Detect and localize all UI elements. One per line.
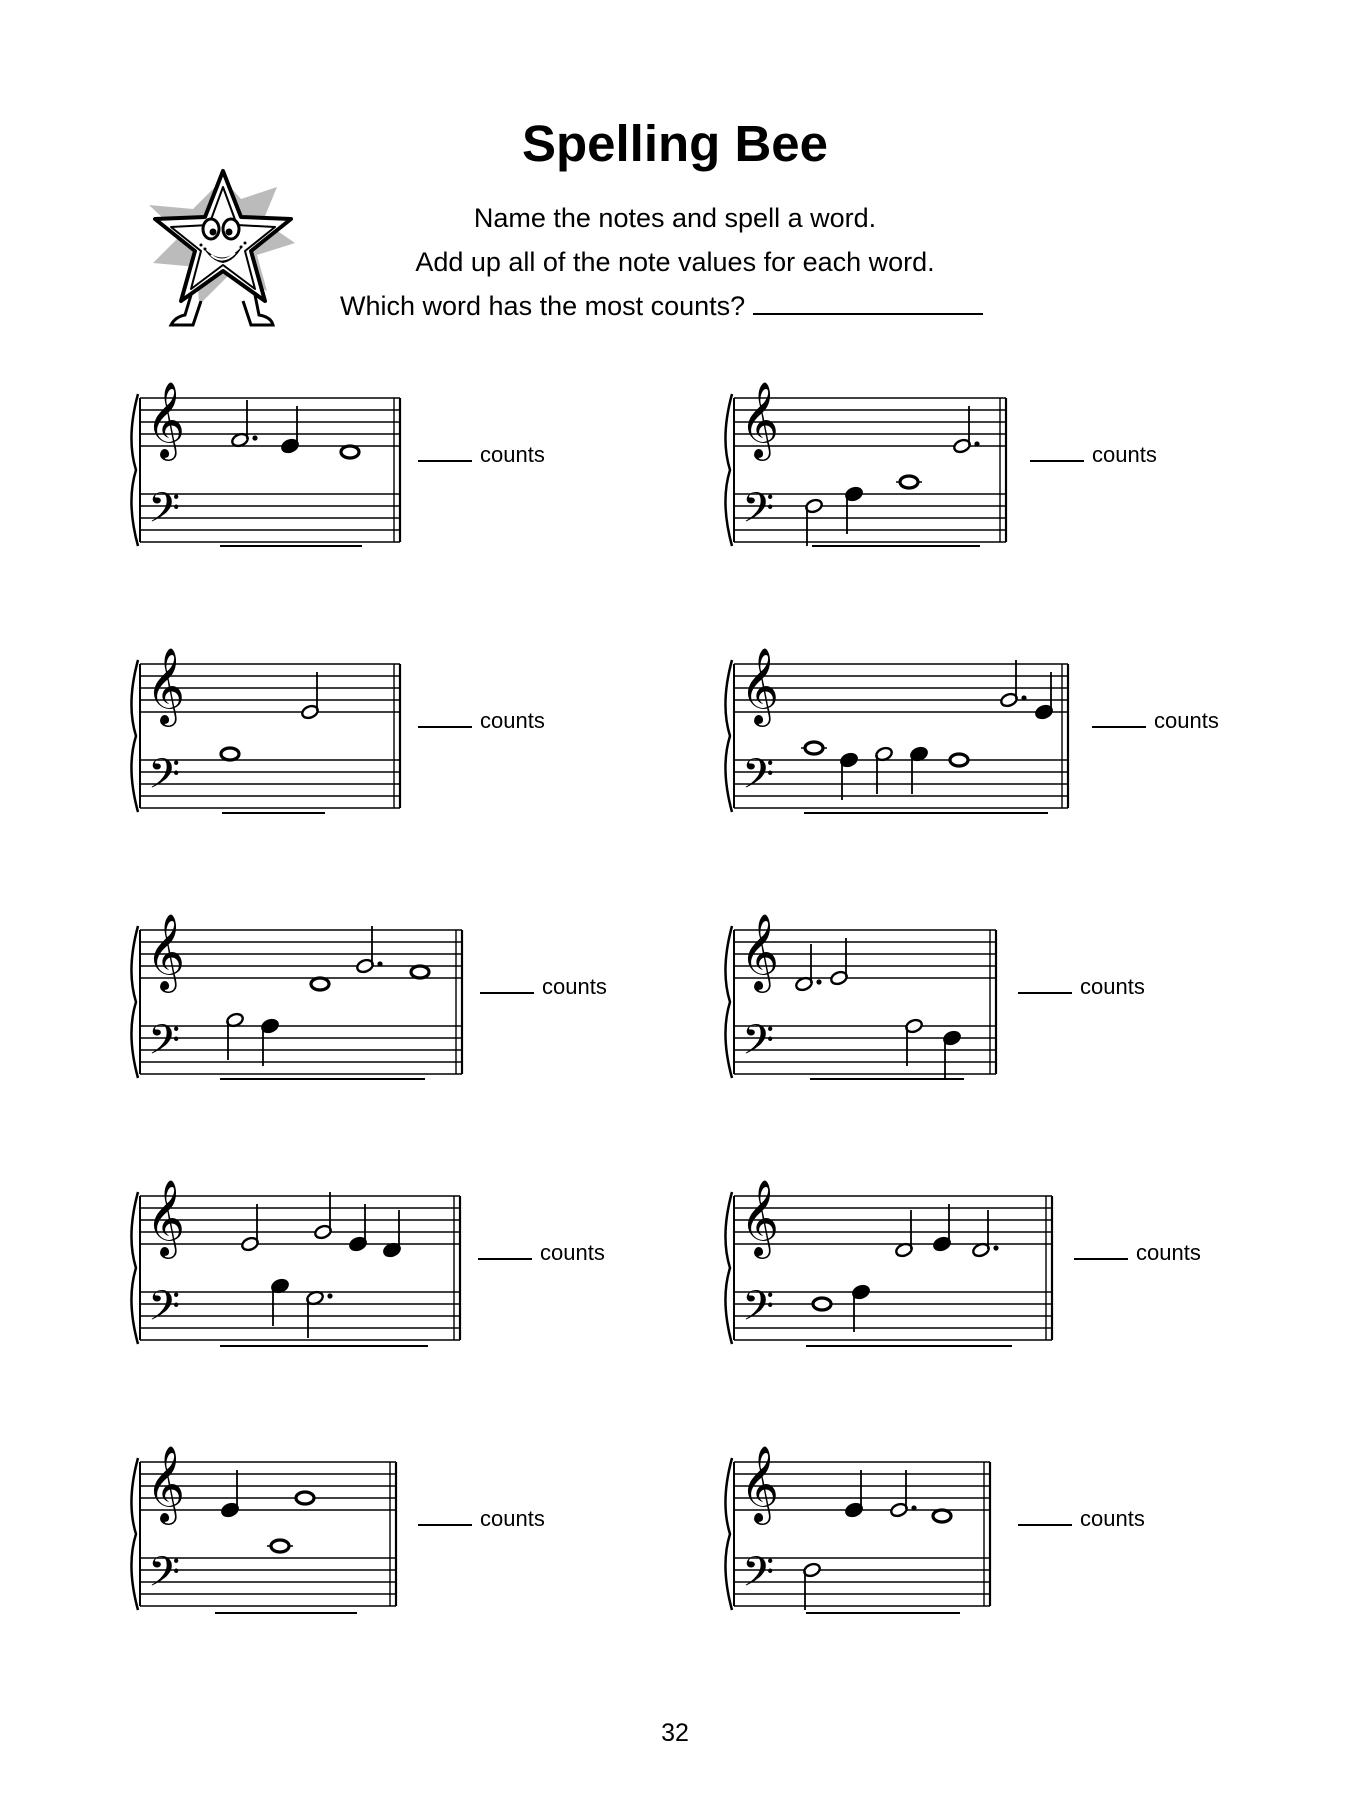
bass-clef-icon: 𝄢 bbox=[742, 750, 775, 808]
counts-answer[interactable] bbox=[418, 708, 545, 734]
counts-blank[interactable] bbox=[480, 974, 534, 994]
staff-brace bbox=[131, 660, 138, 812]
note-quarter bbox=[271, 1278, 290, 1326]
note-quarter bbox=[261, 1018, 280, 1066]
page-title: Spelling Bee bbox=[521, 115, 829, 172]
instruction-add-values: Add up all of the note values for each word. bbox=[415, 247, 935, 277]
word-answer-line[interactable] bbox=[220, 545, 362, 547]
note-whole bbox=[801, 742, 827, 754]
note-quarter bbox=[910, 746, 929, 794]
counts-blank[interactable] bbox=[478, 1240, 532, 1260]
bass-clef-icon: 𝄢 bbox=[148, 484, 181, 542]
page-number: 32 bbox=[661, 1719, 689, 1747]
counts-text: counts bbox=[1080, 974, 1145, 999]
note-half bbox=[895, 1210, 914, 1258]
treble-clef-icon: 𝄞 bbox=[146, 1445, 186, 1522]
instruction-most-counts bbox=[340, 290, 983, 322]
counts-answer[interactable] bbox=[1074, 1240, 1201, 1266]
staff-brace bbox=[131, 1192, 138, 1344]
note-dotted-half bbox=[795, 944, 822, 992]
grand-staff bbox=[714, 373, 1006, 543]
treble-clef-icon: 𝄞 bbox=[146, 647, 186, 724]
note-quarter bbox=[1035, 672, 1054, 720]
bass-clef-icon: 𝄢 bbox=[148, 1282, 181, 1340]
most-counts-answer-line[interactable] bbox=[753, 291, 983, 315]
note-half bbox=[301, 672, 320, 720]
word-answer-line[interactable] bbox=[222, 812, 325, 814]
note-dotted-half bbox=[1000, 660, 1027, 708]
counts-blank[interactable] bbox=[1018, 1506, 1072, 1526]
grand-staff bbox=[120, 1437, 396, 1607]
counts-text: counts bbox=[540, 1240, 605, 1265]
bass-clef-icon: 𝄢 bbox=[742, 1548, 775, 1606]
note-quarter bbox=[933, 1204, 952, 1252]
counts-answer[interactable] bbox=[418, 1506, 545, 1532]
counts-blank[interactable] bbox=[418, 442, 472, 462]
instruction-name-notes: Name the notes and spell a word. bbox=[473, 203, 877, 233]
grand-staff bbox=[714, 905, 996, 1075]
word-answer-line[interactable] bbox=[220, 1078, 425, 1080]
note-dotted-half bbox=[356, 926, 383, 974]
counts-answer[interactable] bbox=[1018, 974, 1145, 1000]
counts-blank[interactable] bbox=[1074, 1240, 1128, 1260]
staff-brace bbox=[131, 1458, 138, 1610]
bass-clef-icon: 𝄢 bbox=[148, 750, 181, 808]
note-whole bbox=[411, 966, 429, 978]
treble-clef-icon: 𝄞 bbox=[146, 1179, 186, 1256]
counts-answer[interactable] bbox=[1092, 708, 1219, 734]
grand-staff bbox=[714, 1171, 1052, 1341]
counts-text: counts bbox=[1154, 708, 1219, 733]
word-answer-line[interactable] bbox=[806, 1612, 960, 1614]
word-answer-line[interactable] bbox=[812, 545, 980, 547]
counts-blank[interactable] bbox=[1092, 708, 1146, 728]
note-dotted-half bbox=[231, 400, 258, 448]
counts-text: counts bbox=[1136, 1240, 1201, 1265]
word-answer-line[interactable] bbox=[804, 812, 1048, 814]
note-quarter bbox=[349, 1204, 368, 1252]
bass-clef-icon: 𝄢 bbox=[742, 1016, 775, 1074]
treble-clef-icon: 𝄞 bbox=[740, 647, 780, 724]
counts-answer[interactable] bbox=[478, 1240, 605, 1266]
staff-brace bbox=[131, 926, 138, 1078]
word-answer-line[interactable] bbox=[806, 1345, 1012, 1347]
grand-staff bbox=[120, 905, 462, 1075]
word-answer-line[interactable] bbox=[215, 1612, 357, 1614]
grand-staff bbox=[120, 639, 400, 809]
word-answer-line[interactable] bbox=[220, 1345, 428, 1347]
note-half bbox=[226, 1012, 245, 1060]
note-quarter bbox=[383, 1210, 402, 1258]
counts-answer[interactable] bbox=[1018, 1506, 1145, 1532]
note-half bbox=[805, 498, 824, 546]
bass-clef-icon: 𝄢 bbox=[742, 484, 775, 542]
staff-brace bbox=[725, 1458, 732, 1610]
counts-blank[interactable] bbox=[1018, 974, 1072, 994]
grand-staff bbox=[714, 1437, 990, 1607]
counts-text: counts bbox=[1080, 1506, 1145, 1531]
note-quarter bbox=[852, 1284, 871, 1332]
treble-clef-icon: 𝄞 bbox=[146, 381, 186, 458]
counts-blank[interactable] bbox=[418, 708, 472, 728]
treble-clef-icon: 𝄞 bbox=[740, 913, 780, 990]
grand-staff bbox=[714, 639, 1068, 809]
treble-clef-icon: 𝄞 bbox=[740, 1179, 780, 1256]
treble-clef-icon: 𝄞 bbox=[146, 913, 186, 990]
note-quarter bbox=[943, 1030, 962, 1078]
note-whole bbox=[296, 1492, 314, 1504]
note-whole bbox=[267, 1540, 293, 1552]
bass-clef-icon: 𝄢 bbox=[148, 1016, 181, 1074]
counts-text: counts bbox=[480, 442, 545, 467]
note-half bbox=[314, 1192, 333, 1240]
note-dotted-half bbox=[972, 1210, 999, 1258]
note-whole bbox=[896, 476, 922, 488]
note-quarter bbox=[845, 486, 864, 534]
note-half bbox=[241, 1204, 260, 1252]
counts-text: counts bbox=[1092, 442, 1157, 467]
counts-answer[interactable] bbox=[1030, 442, 1157, 468]
counts-text: counts bbox=[542, 974, 607, 999]
treble-clef-icon: 𝄞 bbox=[740, 1445, 780, 1522]
note-whole bbox=[813, 1298, 831, 1310]
note-half bbox=[875, 746, 894, 794]
counts-text: counts bbox=[480, 1506, 545, 1531]
grand-staff bbox=[120, 373, 400, 543]
note-quarter bbox=[221, 1470, 240, 1518]
counts-blank[interactable] bbox=[1030, 442, 1084, 462]
counts-text: counts bbox=[480, 708, 545, 733]
grand-staff bbox=[120, 1171, 460, 1341]
staff-brace bbox=[725, 660, 732, 812]
staff-brace bbox=[131, 394, 138, 546]
staff-brace bbox=[725, 926, 732, 1078]
note-quarter bbox=[845, 1470, 864, 1518]
note-dotted-half bbox=[890, 1470, 917, 1518]
treble-clef-icon: 𝄞 bbox=[740, 381, 780, 458]
bass-clef-icon: 𝄢 bbox=[742, 1282, 775, 1340]
bass-clef-icon: 𝄢 bbox=[148, 1548, 181, 1606]
note-half bbox=[830, 938, 849, 986]
note-whole bbox=[311, 978, 329, 990]
note-half bbox=[803, 1562, 822, 1610]
note-dotted-half bbox=[953, 406, 980, 454]
note-quarter bbox=[281, 406, 300, 454]
staff-brace bbox=[725, 1192, 732, 1344]
note-dotted-half bbox=[306, 1290, 333, 1338]
word-answer-line[interactable] bbox=[810, 1078, 964, 1080]
counts-answer[interactable] bbox=[418, 442, 545, 468]
note-whole bbox=[341, 446, 359, 458]
note-quarter bbox=[840, 752, 859, 800]
staff-brace bbox=[725, 394, 732, 546]
note-whole bbox=[933, 1510, 951, 1522]
counts-answer[interactable] bbox=[480, 974, 607, 1000]
note-whole bbox=[950, 754, 968, 766]
counts-blank[interactable] bbox=[418, 1506, 472, 1526]
instruction-most-counts-text: Which word has the most counts? bbox=[340, 291, 746, 321]
note-whole bbox=[221, 748, 239, 760]
note-half bbox=[905, 1018, 924, 1066]
